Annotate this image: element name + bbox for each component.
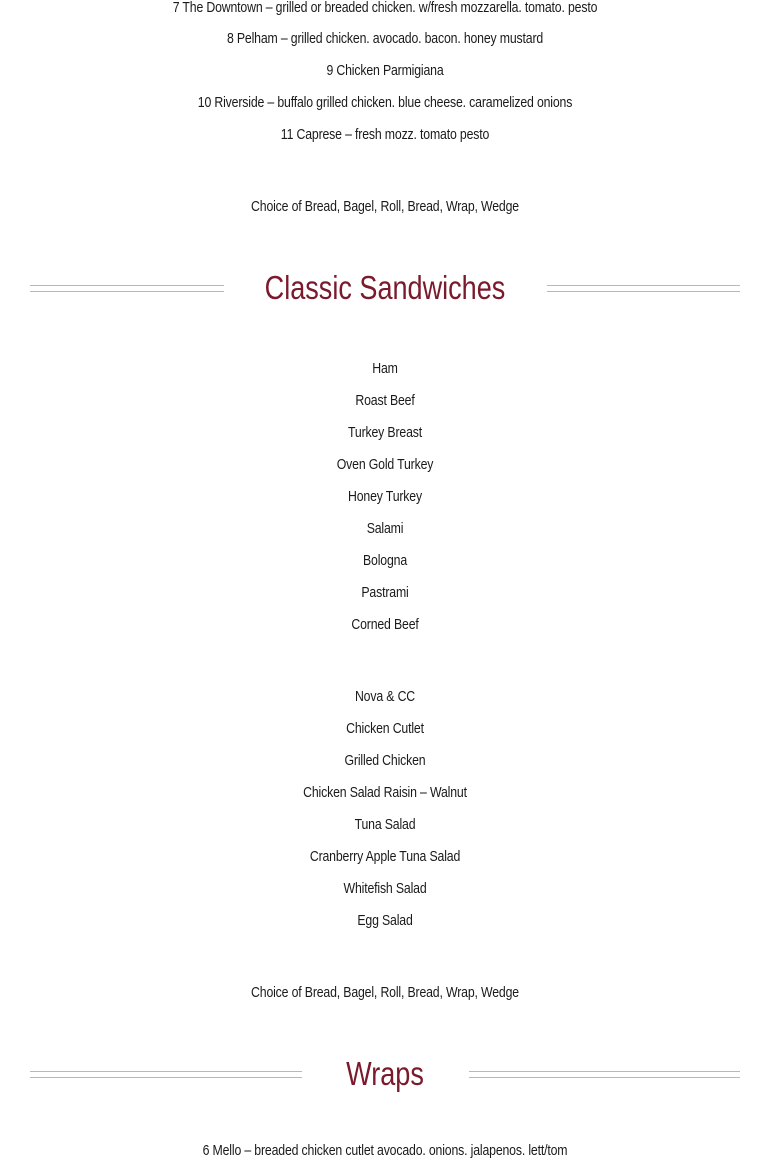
menu-item: Ham (372, 360, 398, 377)
menu-item: 6 Mello – breaded chicken cutlet avocado. onions. jalapenos. lett/tom (202, 1142, 568, 1159)
menu-item: Pastrami (361, 584, 409, 601)
menu-item: Bologna (363, 552, 407, 569)
menu-item: Turkey Breast (348, 424, 422, 441)
menu-item: 7 The Downtown – grilled or breaded chicken. w/fresh mozzarella. tomato. pesto (172, 0, 598, 16)
menu-item: Roast Beef (355, 392, 415, 409)
menu-item: 10 Riverside – buffalo grilled chicken. blue cheese. caramelized onions (197, 94, 573, 111)
menu-item: Tuna Salad (354, 816, 416, 833)
menu-item: Salami (366, 520, 404, 537)
menu-item: Corned Beef (351, 616, 419, 633)
menu-item: Egg Salad (357, 912, 413, 929)
section-title-wraps: Wraps (346, 1055, 424, 1092)
menu-item: 11 Caprese – fresh mozz. tomato pesto (280, 126, 490, 143)
menu-item: Nova & CC (354, 688, 416, 705)
menu-item: Grilled Chicken (344, 752, 426, 769)
menu-item: Whitefish Salad (343, 880, 427, 897)
menu-item: Cranberry Apple Tuna Salad (309, 848, 461, 865)
bread-choice-note: Choice of Bread, Bagel, Roll, Bread, Wrap, Wedge (251, 198, 519, 215)
bread-choice-note: Choice of Bread, Bagel, Roll, Bread, Wrap, Wedge (251, 984, 519, 1001)
menu-item: Honey Turkey (348, 488, 422, 505)
menu-item: 9 Chicken Parmigiana (326, 62, 444, 79)
menu-item: 8 Pelham – grilled chicken. avocado. bacon. honey mustard (226, 30, 544, 47)
menu-item: Chicken Salad Raisin – Walnut (303, 784, 467, 801)
menu-item: Chicken Cutlet (346, 720, 424, 737)
menu-item: Oven Gold Turkey (336, 456, 434, 473)
section-title-classic-sandwiches: Classic Sandwiches (264, 269, 506, 306)
